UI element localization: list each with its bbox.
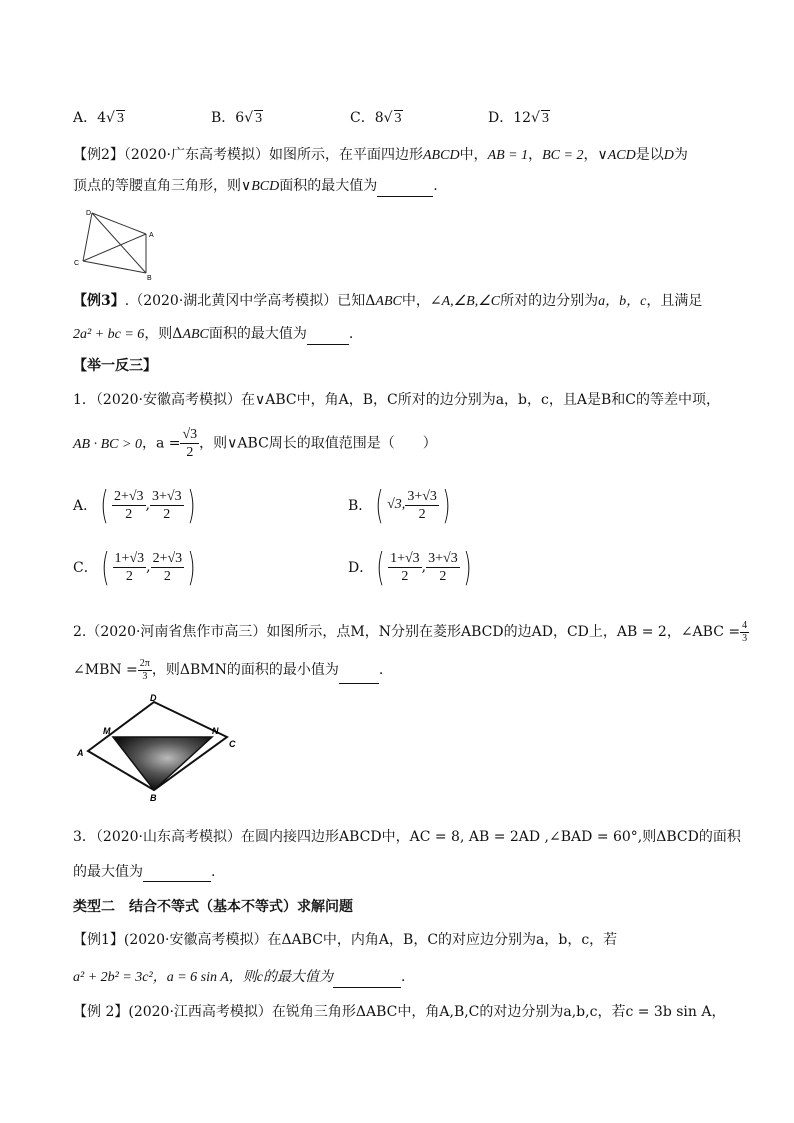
answer-blank[interactable] <box>307 330 349 345</box>
fig2-label-n: N <box>212 726 219 736</box>
example3-line2: 2a² + bc = 6，则ΔABC面积的最大值为 . <box>73 324 353 345</box>
p1-choice-a[interactable]: A． ( $\frac{2+√3}{2}$ , $\frac{3+√3}{2}$ ) <box>73 483 196 527</box>
fig2-label-c: C <box>229 739 236 749</box>
problem1-line2: AB · BC > 0，a = $\frac{√3}{2}$ ，则∨ABC周长的取值范围是（ ） <box>73 427 437 460</box>
quadrilateral-figure <box>70 204 160 282</box>
prev-choice-a[interactable]: A．4√ 3 <box>73 110 124 126</box>
fig1-label-c: C <box>74 260 80 267</box>
type2-heading: 类型二 结合不等式（基本不等式）求解问题 <box>73 899 353 915</box>
answer-blank[interactable] <box>333 973 401 988</box>
problem2-line2: ∠MBN = $\frac{2\pi}{3}$ ，则ΔBMN的面积的最小值为 . <box>73 656 383 684</box>
type2-example1-line2: a² + 2b² = 3c²，a = 6 sin A，则c的最大值为 . <box>73 967 405 988</box>
prev-choice-b[interactable]: B．6√ 3 <box>211 110 263 126</box>
example2-line2: 顶点的等腰直角三角形，则∨BCD面积的最大值为 . <box>73 176 438 197</box>
fig1-label-b: B <box>147 275 152 282</box>
fig1-label-d: D <box>86 210 92 217</box>
prev-choice-d[interactable]: D．12√ 3 <box>488 110 549 126</box>
example3-line1: 【例3】.（2020·湖北黄冈中学高考模拟）已知ΔABC中，∠A,∠B,∠C所对的边分别为a，b，c，且满足 <box>73 293 703 309</box>
problem3-line2: 的最大值为 . <box>73 864 216 880</box>
fig2-label-b: B <box>150 793 157 803</box>
section-heading-jufan: 【举一反三】 <box>73 358 157 374</box>
prev-choice-c[interactable]: C．8√ 3 <box>350 110 402 126</box>
p1-choice-c[interactable]: C． ( $\frac{1+√3}{2}$ , $\frac{2+√3}{2}$ ) <box>73 545 196 589</box>
fig2-label-m: M <box>103 726 111 736</box>
answer-blank[interactable] <box>143 867 211 882</box>
type2-example2-line1: 【例 2】(2020·江西高考模拟）在锐角三角形ΔABC中，角A,B,C的对边分别为a,b,c，若c = 3b sin A， <box>73 1004 726 1020</box>
type2-example1-line1: 【例1】(2020·安徽高考模拟）在ΔABC中，内角A，B，C的对应边分别为a，b，c，若 <box>73 932 618 948</box>
example2-line1: 【例2】（2020·广东高考模拟）如图所示，在平面四边形ABCD中，AB = 1，BC = 2，∨ACD是以D为 <box>73 147 688 163</box>
fig2-label-a: A <box>77 748 84 758</box>
fig1-label-a: A <box>149 232 154 239</box>
problem1-line1: 1．（2020·安徽高考模拟）在∨ABC中，角A，B，C所对的边分别为a，b，c，且A是B和C的等差中项， <box>73 392 720 408</box>
answer-blank[interactable] <box>339 669 379 684</box>
problem3-line1: 3．（2020·山东高考模拟）在圆内接四边形ABCD中，AC = 8, AB = 2AD ,∠BAD = 60°,则ΔBCD的面积 <box>73 829 741 845</box>
problem2-line1: 2.（2020·河南省焦作市高三）如图所示，点M，N分别在菱形ABCD的边AD，CD上，AB = 2，∠ABC = $\frac{4}{3}$ <box>73 619 748 644</box>
fig2-label-d: D <box>150 693 157 703</box>
answer-blank[interactable] <box>377 182 433 197</box>
p1-choice-b[interactable]: B． ( √3, $\frac{3+√3}{2}$ ) <box>348 483 451 527</box>
p1-choice-d[interactable]: D． ( $\frac{1+√3}{2}$ , $\frac{3+√3}{2}$ ) <box>348 545 472 589</box>
rhombus-figure <box>72 693 248 805</box>
